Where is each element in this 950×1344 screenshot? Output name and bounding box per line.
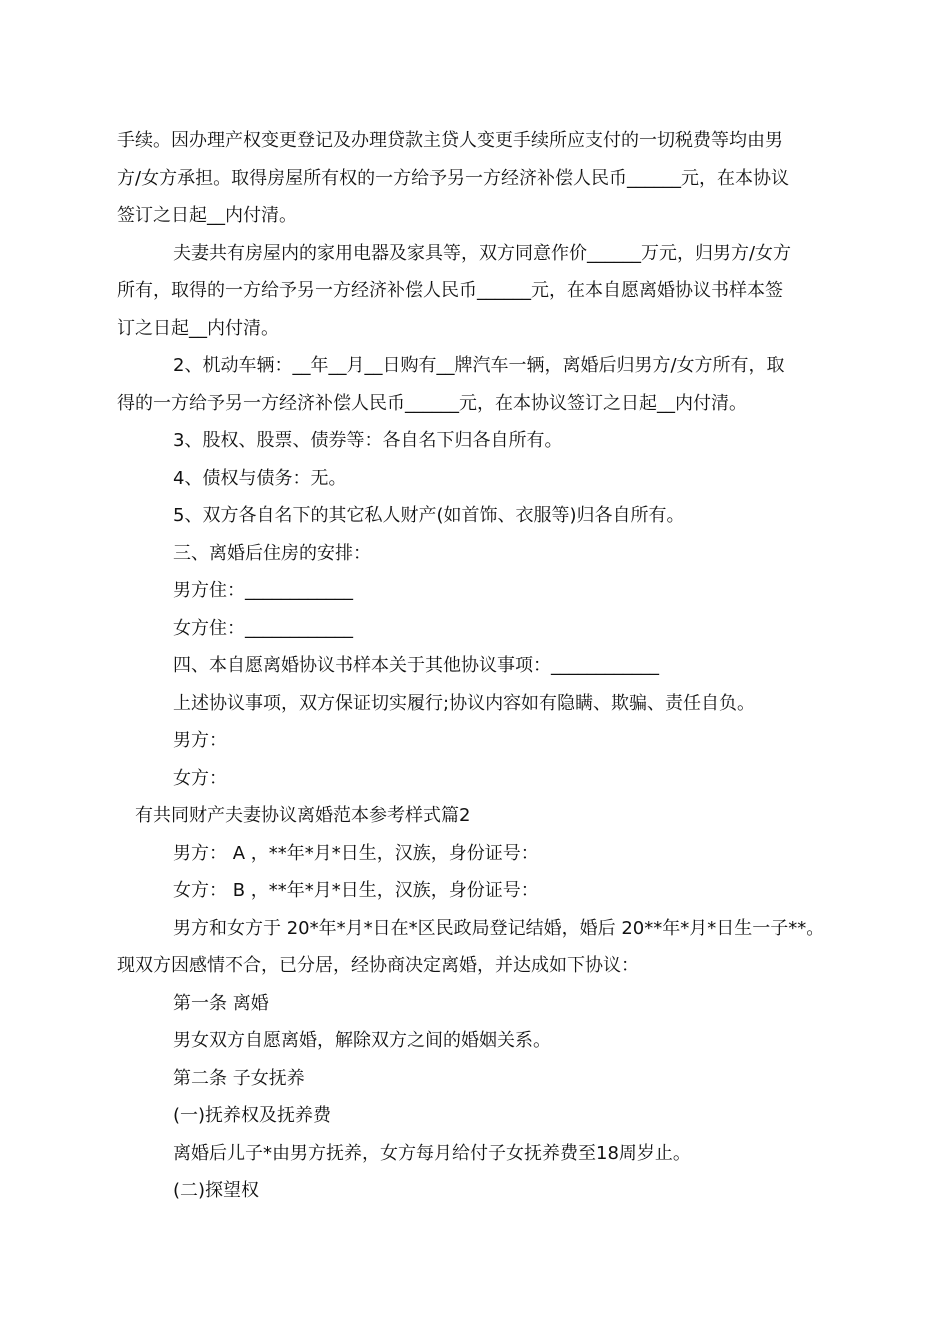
paragraph-line: 所有，取得的一方给予另一方经济补偿人民币______元，在本自愿离婚协议书样本签 (117, 280, 783, 301)
paragraph-line: 2、机动车辆：__年__月__日购有__牌汽车一辆，离婚后归男方/女方所有，取 (173, 355, 785, 376)
section-heading: 三、离婚后住房的安排： (173, 542, 371, 564)
paragraph-line: 5、双方各自名下的其它私人财产(如首饰、衣服等)归各自所有。 (173, 505, 685, 526)
paragraph-line: 女方住：____________ (173, 617, 353, 639)
signature-line: 女方： (173, 767, 227, 789)
paragraph-line: 3、股权、股票、债券等：各自名下归各自所有。 (173, 430, 563, 451)
paragraph-line: 上述协议事项，双方保证切实履行;协议内容如有隐瞒、欺骗、责任自负。 (173, 692, 756, 714)
subsection-heading: (二)探望权 (173, 1180, 260, 1201)
paragraph-line: 女方： B ，**年*月*日生，汉族，身份证号： (173, 880, 539, 901)
paragraph-line: 得的一方给予另一方经济补偿人民币______元，在本协议签订之日起__内付清。 (117, 392, 747, 414)
paragraph-line: 男方住：____________ (173, 580, 353, 601)
paragraph-line: 手续。因办理产权变更登记及办理贷款主贷人变更手续所应支付的一切税费等均由男 (117, 130, 783, 151)
article-heading: 第二条 子女抚养 (173, 1067, 305, 1089)
paragraph-line: 订之日起__内付清。 (117, 317, 279, 339)
subsection-heading: (一)抚养权及抚养费 (173, 1105, 332, 1126)
document-body (117, 122, 837, 1210)
paragraph-line: 方/女方承担。取得房屋所有权的一方给予另一方经济补偿人民币______元，在本协议 (117, 167, 790, 189)
paragraph-line: 离婚后儿子*由男方抚养，女方每月给付子女抚养费至18周岁止。 (173, 1142, 691, 1164)
paragraph-line: 现双方因感情不合，已分居，经协商决定离婚，并达成如下协议： (117, 955, 639, 976)
paragraph-line: 男方： A ，**年*月*日生，汉族，身份证号： (173, 842, 539, 864)
article-heading: 第一条 离婚 (173, 992, 269, 1014)
paragraph-line: 签订之日起__内付清。 (117, 205, 297, 226)
signature-line: 男方： (173, 730, 227, 751)
paragraph-line: 夫妻共有房屋内的家用电器及家具等，双方同意作价______万元，归男方/女方 (173, 242, 792, 264)
document-title: 有共同财产夫妻协议离婚范本参考样式篇2 (135, 805, 471, 826)
paragraph-line: 男方和女方于 20*年*月*日在*区民政局登记结婚，婚后 20**年*月*日生一子**。 (173, 917, 825, 939)
paragraph-line: 男女双方自愿离婚，解除双方之间的婚姻关系。 (173, 1030, 551, 1051)
section-heading: 四、本自愿离婚协议书样本关于其他协议事项：____________ (173, 655, 659, 676)
paragraph-line: 4、债权与债务：无。 (173, 467, 347, 489)
